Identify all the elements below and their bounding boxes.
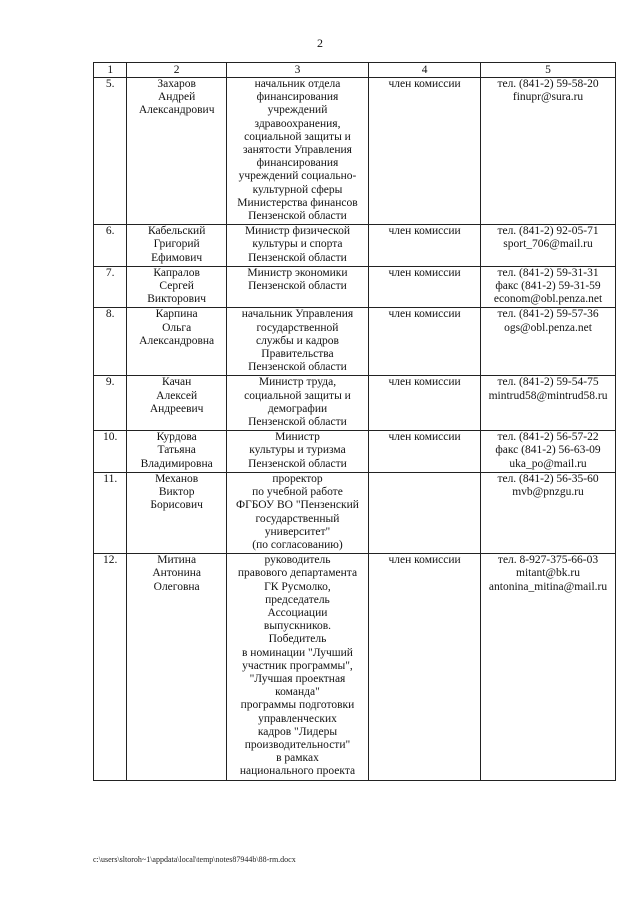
member-contacts: тел. (841-2) 56-57-22 факс (841-2) 56-63-09 uka_po@mail.ru [481, 431, 616, 473]
member-role [369, 472, 481, 553]
member-contacts: тел. (841-2) 56-35-60 mvb@pnzgu.ru [481, 472, 616, 553]
member-role: член комиссии [369, 308, 481, 376]
member-role: член комиссии [369, 266, 481, 308]
row-number: 5. [94, 78, 127, 225]
row-number: 11. [94, 472, 127, 553]
member-contacts: тел. (841-2) 59-54-75 mintrud58@mintrud58.ru [481, 376, 616, 431]
table-row [94, 266, 616, 308]
member-name: Курдова Татьяна Владимировна [127, 431, 226, 473]
member-position: руководитель правового департамента ГК Русмолко, председатель Ассоциации выпускников. Победитель в номинации "Лучший участник программы", "Лучшая проектная команда" программы подготовки управленческих кадров "Лидеры производительности" в рамках национального проекта [226, 554, 368, 780]
member-position: Министр экономики Пензенской области [226, 266, 368, 308]
member-position: Министр культуры и туризма Пензенской области [226, 431, 368, 473]
member-name: Захаров Андрей Александрович [127, 78, 226, 225]
member-contacts: тел. 8-927-375-66-03 mitant@bk.ru antonina_mitina@mail.ru [481, 554, 616, 780]
member-position: Министр труда, социальной защиты и демографии Пензенской области [226, 376, 368, 431]
member-role: член комиссии [369, 225, 481, 267]
row-number: 8. [94, 308, 127, 376]
table-row [94, 554, 616, 780]
member-role: член комиссии [369, 554, 481, 780]
row-number: 10. [94, 431, 127, 473]
member-contacts: тел. (841-2) 59-31-31 факс (841-2) 59-31-59 econom@obl.penza.net [481, 266, 616, 308]
column-header: 1 [94, 63, 127, 78]
member-role: член комиссии [369, 431, 481, 473]
member-name: Механов Виктор Борисович [127, 472, 226, 553]
commission-table [93, 62, 616, 781]
row-number: 6. [94, 225, 127, 267]
table-row [94, 78, 616, 225]
table-row [94, 225, 616, 267]
member-name: Капралов Сергей Викторович [127, 266, 226, 308]
row-number: 7. [94, 266, 127, 308]
member-role: член комиссии [369, 78, 481, 225]
member-contacts: тел. (841-2) 92-05-71 sport_706@mail.ru [481, 225, 616, 267]
column-header: 4 [369, 63, 481, 78]
member-name: Качан Алексей Андреевич [127, 376, 226, 431]
document-file-path: c:\users\sltoroh~1\appdata\local\temp\notes87944b\88-rm.docx [93, 855, 296, 864]
member-position: начальник Управления государственной службы и кадров Правительства Пензенской области [226, 308, 368, 376]
row-number: 9. [94, 376, 127, 431]
column-header: 3 [226, 63, 368, 78]
column-header: 2 [127, 63, 226, 78]
member-role: член комиссии [369, 376, 481, 431]
table-header-row [94, 63, 616, 78]
member-position: проректор по учебной работе ФГБОУ ВО "Пензенский государственный университет" (по согласованию) [226, 472, 368, 553]
member-contacts: тел. (841-2) 59-58-20 finupr@sura.ru [481, 78, 616, 225]
member-position: начальник отдела финансирования учреждений здравоохранения, социальной защиты и занятости Управления финансирования учреждений социально- культурной сферы Министерства финансов Пензенской области [226, 78, 368, 225]
member-name: Карпина Ольга Александровна [127, 308, 226, 376]
member-contacts: тел. (841-2) 59-57-36 ogs@obl.penza.net [481, 308, 616, 376]
member-name: Кабельский Григорий Ефимович [127, 225, 226, 267]
column-header: 5 [481, 63, 616, 78]
table-row [94, 308, 616, 376]
member-position: Министр физической культуры и спорта Пензенской области [226, 225, 368, 267]
page-number: 2 [317, 36, 323, 50]
table-row [94, 431, 616, 473]
table-row [94, 376, 616, 431]
member-name: Митина Антонина Олеговна [127, 554, 226, 780]
table-row [94, 472, 616, 553]
row-number: 12. [94, 554, 127, 780]
